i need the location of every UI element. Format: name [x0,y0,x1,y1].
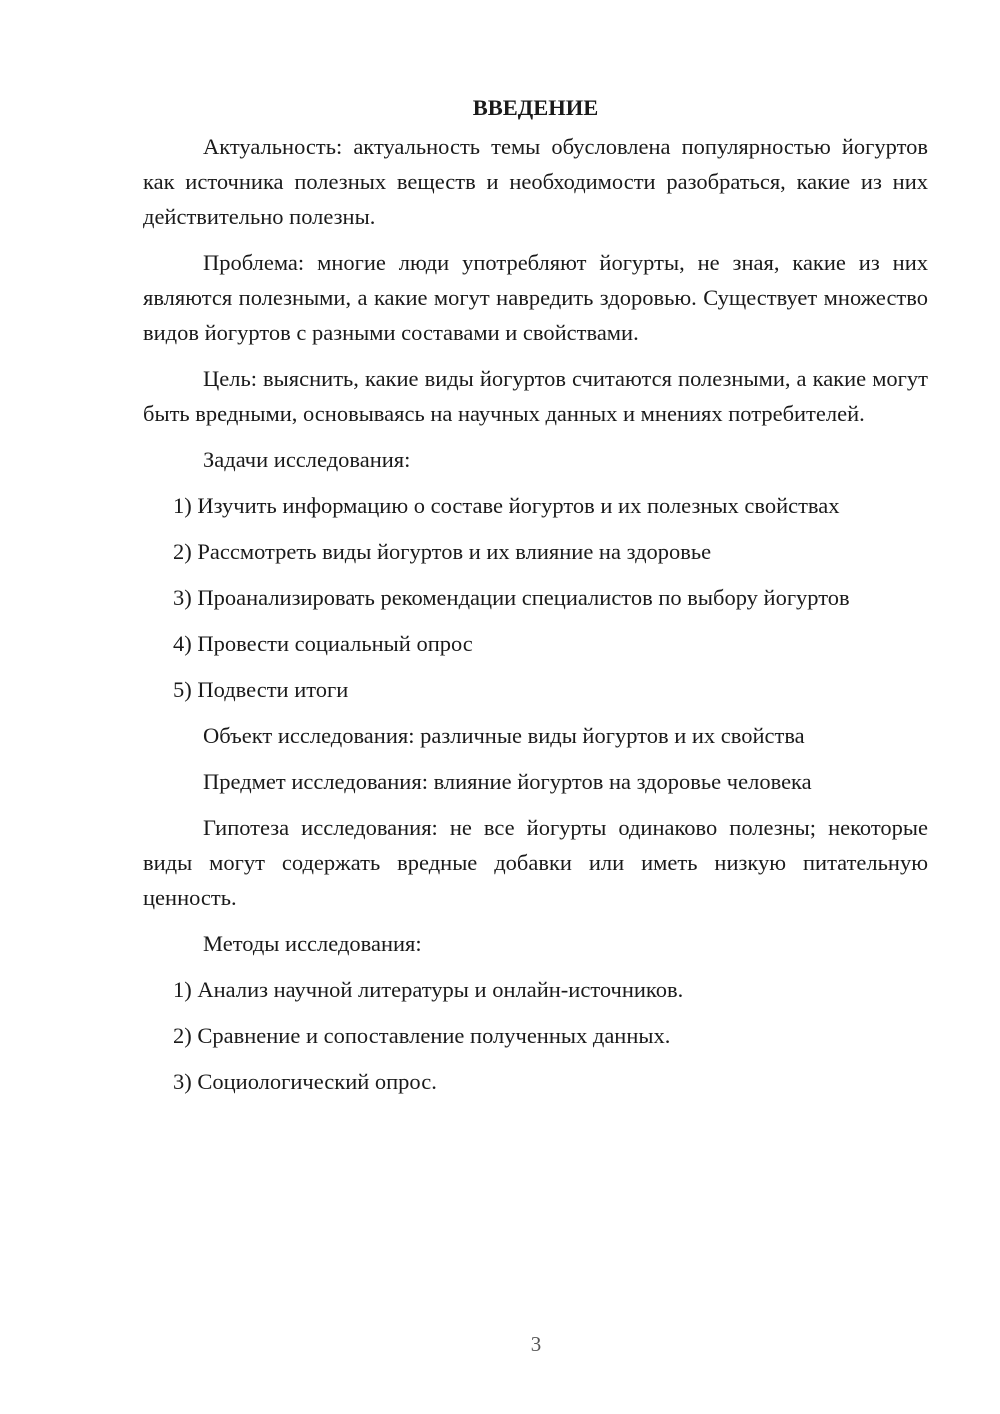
relevance-paragraph: Актуальность: актуальность темы обусловлена популярностью йогуртов как источника полезных веществ и необходимости разобраться, какие из них действительно полезны. [143,134,928,229]
method-item-1: 1) Анализ научной литературы и онлайн-источников. [173,977,684,1002]
methods-title: Методы исследования: [203,931,422,956]
task-item-4: 4) Провести социальный опрос [173,631,473,656]
hypothesis-paragraph: Гипотеза исследования: не все йогурты одинаково полезны; некоторые виды могут содержать вредные добавки или иметь низкую питательную ценность. [143,815,928,910]
goal-paragraph: Цель: выяснить, какие виды йогуртов считаются полезными, а какие могут быть вредными, основываясь на научных данных и мнениях потребителей. [143,366,928,426]
page-number: 3 [530,1332,542,1356]
page-content [143,90,928,1110]
subject-paragraph: Предмет исследования: влияние йогуртов на здоровье человека [203,769,812,794]
task-item-2: 2) Рассмотреть виды йогуртов и их влияние на здоровье [173,539,712,564]
task-item-3: 3) Проанализировать рекомендации специалистов по выбору йогуртов [173,585,850,610]
method-item-3: 3) Социологический опрос. [173,1069,437,1094]
problem-paragraph: Проблема: многие люди употребляют йогурты, не зная, какие из них являются полезными, а какие могут навредить здоровью. Существует множество видов йогуртов с разными составами и свойствами. [143,250,928,345]
task-item-5: 5) Подвести итоги [173,677,349,702]
method-item-2: 2) Сравнение и сопоставление полученных данных. [173,1023,671,1048]
task-item-1: 1) Изучить информацию о составе йогуртов и их полезных свойствах [173,493,840,518]
section-heading: ВВЕДЕНИЕ [472,95,599,120]
object-paragraph: Объект исследования: различные виды йогуртов и их свойства [203,723,805,748]
tasks-title: Задачи исследования: [203,447,411,472]
